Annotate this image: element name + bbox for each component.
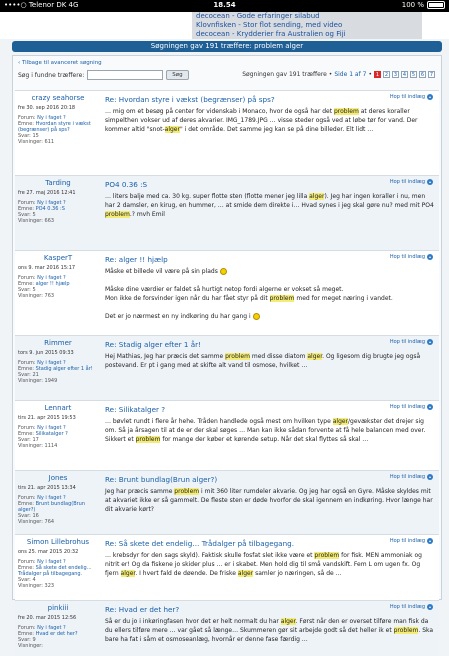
search-term-highlight: alger [237,570,254,577]
topic-label: Emne: [18,631,34,637]
post-author-info [15,336,101,387]
forum-link[interactable]: Ny i faget ? [37,115,66,121]
search-term-highlight: alger [309,193,325,200]
ad-link-2[interactable]: Klovnfisken - Stor flot sending, med video [196,21,343,29]
jump-to-post-label: Hop til indlæg [389,94,425,100]
jump-to-post-link[interactable] [390,474,433,480]
search-term-highlight: alger [120,570,136,577]
post-body [105,340,435,370]
post-excerpt: Jeg har præcis samme problem i mit 360 liter rumdeler akvarie. Og jeg har også en Gyre. Måske skyldes mit at akvariet ikke er så gammelt. De fleste sten er døde hvorfor de skal igennem en indkøring. Hvor længe har dit akvarie kørt? [105,488,433,513]
post-title-link[interactable]: Re: Stadig alger efter 1 år! [105,340,202,349]
post-date: tirs 21. apr 2015 13:34 [18,485,76,491]
replies-label: Svar: [18,212,31,218]
forum-label: Forum: [18,115,36,121]
battery-indicator [402,1,445,9]
search-result-post [15,400,439,470]
post-body [105,405,435,444]
ad-link-3[interactable]: decocean - Krydderier fra Australien og Fiji [196,30,346,38]
topic-link[interactable]: PO4 0.36 :S [35,206,65,212]
forum-link[interactable]: Ny i faget ? [37,360,66,366]
search-result-post [15,470,439,534]
post-title-link[interactable]: Re: alger !! hjælp [105,255,168,264]
topic-link[interactable]: Hvordan styre i vækst (begrænser) på sps? [18,121,91,133]
forum-label: Forum: [18,559,36,565]
jump-to-post-label: Hop til indlæg [389,474,425,480]
replies-label: Svar: [18,372,31,378]
ad-link-1[interactable]: decocean - Gode erfaringer silabud [196,12,320,20]
search-term-highlight: alger [307,353,323,360]
topic-label: Emne: [18,281,34,287]
post-excerpt: Så er du jo i inkøringfasen hvor det er helt normalt du har alger. Først når den er overset tilføre man fisk da du ellers tilføre mere … var gået så længe… Skummeren gør sit arbejde godt så det heller ik et problem. Ska bare ha fat i såm et osmoseanlæg, hvornår er denne fase færdig … [105,618,434,643]
post-meta [18,625,98,649]
topic-label: Emne: [18,121,34,127]
replies-label: Svar: [18,437,31,443]
topic-link[interactable]: Så skete det endelig… Trådalger på tilbagegang. [18,565,92,577]
views-count: 764 [44,519,55,525]
arrow-up-icon [427,179,433,185]
topic-link[interactable]: Stadig alger efter 1 år! [35,366,93,372]
post-date: fre 27. maj 2016 12:41 [18,190,76,196]
post-body [105,475,435,514]
search-term-highlight: problem [174,488,200,495]
forum-link[interactable]: Ny i faget ? [37,559,66,565]
views-label: Visninger: [18,378,43,384]
replies-label: Svar: [18,133,31,139]
arrow-up-icon [427,94,433,100]
views-label: Visninger: [18,139,43,145]
views-count: 611 [44,139,55,145]
forum-label: Forum: [18,360,36,366]
post-author-info [15,471,101,528]
author-name[interactable]: crazy seahorse [31,94,85,102]
post-date: tirs 21. apr 2015 19:53 [18,415,76,421]
views-label: Visninger: [18,443,43,449]
page-indicator[interactable]: Side 1 af 7 [334,71,367,78]
post-title-link[interactable]: Re: Hvordan styre i vækst (begrænser) på sps? [105,95,275,104]
replies-count: 16 [32,513,39,519]
forum-link[interactable]: Ny i faget ? [37,275,66,281]
back-to-advanced-search-link[interactable]: ‹ Tilbage til avanceret søgning [18,60,102,66]
jump-to-post-label: Hop til indlæg [389,404,425,410]
post-date: ons 25. mar 2015 20:32 [18,549,79,555]
jump-to-post-link[interactable] [390,254,433,260]
post-body [105,95,435,134]
topic-label: Emne: [18,501,34,507]
post-author-info [15,401,101,452]
results-panel [12,55,442,649]
arrow-up-icon [427,254,433,260]
views-label: Visninger: [18,218,43,224]
views-count: 1114 [44,443,58,449]
post-body [105,539,435,578]
arrow-up-icon [427,339,433,345]
post-date: tors 9. jun 2015 09:33 [18,350,74,356]
arrow-up-icon [427,604,433,610]
post-date: fre 20. mar 2015 12:56 [18,615,77,621]
post-author-info [15,176,101,227]
replies-label: Svar: [18,637,31,643]
replies-label: Svar: [18,577,31,583]
post-excerpt: … mig om et besøg på center for videnskab i Monaco, hvor de også har det problem at deres koraller simpelthen vokser ud af deres akvarier. IMG_1789.JPG … visse steder også ved at løbe tør for vand. Der kommer altid "snot-alger" i det område. Det samme jeg kan se på dine billeder. Elt lidt … [105,108,418,133]
search-within-results [18,70,189,80]
page-5-button[interactable]: 5 [411,72,416,78]
views-count: 763 [44,293,55,299]
smiley-icon [253,313,260,320]
jump-to-post-link[interactable] [390,538,433,544]
search-term-highlight: problem [105,211,130,218]
post-meta [18,425,98,449]
result-count: Søgningen gav 191 træffere • [242,71,333,78]
jump-to-post-label: Hop til indlæg [389,604,425,610]
post-body [105,180,435,219]
page-7-button[interactable]: 7 [429,72,434,78]
battery-percent: 100 % [401,1,424,9]
replies-count: 4 [32,577,36,583]
status-bar [0,0,449,12]
post-excerpt: Hej Mathias, Jeg har præcis det samme problem med disse diatom alger. Og ligesom dig brugte jeg også postevand. Er pt i gang med at skifte alt vand til osmose, hvilket … [105,353,421,369]
arrow-up-icon [427,474,433,480]
search-term-highlight: problem [314,552,340,559]
views-label: Visninger: [18,643,43,649]
author-name[interactable]: KasperT [43,254,73,262]
jump-to-post-label: Hop til indlæg [389,538,425,544]
views-label: Visninger: [18,293,43,299]
views-count: 663 [44,218,55,224]
search-term-highlight: problem [135,436,161,443]
post-author-info [15,251,101,302]
post-excerpt: … liters balje med ca. 30 kg. super flotte sten (flotte mener jeg lilla alger). Jeg har ingen koraller i nu, men har 2 damsler, en kirug, en hummer, … at smide dem direkte i… Hvad synes i jeg skal gøre nu? med mit PO4 problem.? mvh Emil [105,193,434,218]
replies-label: Svar: [18,287,31,293]
page-4-button[interactable]: 4 [402,72,407,78]
ad-links [192,12,422,39]
forum-label: Forum: [18,425,36,431]
replies-count: 5 [32,212,36,218]
search-result-post [15,250,439,335]
pagination [242,71,435,78]
forum-link[interactable]: Ny i faget ? [37,625,66,631]
search-term-highlight: alger [332,418,349,425]
page-title: Søgningen gav 191 træffere: problem alger [12,41,442,52]
replies-count: 9 [32,637,36,643]
clock: 18.54 [213,1,236,9]
forum-link[interactable]: Ny i faget ? [37,495,66,501]
smiley-icon [220,268,227,275]
topic-link[interactable]: Silikatalger ? [35,431,68,437]
battery-icon [427,1,445,9]
topic-label: Emne: [18,565,34,571]
views-count: 1949 [44,378,58,384]
author-name[interactable]: Lennart [44,404,72,412]
search-term-highlight: problem [393,627,419,634]
topic-link[interactable]: Hvad er det her? [35,631,78,637]
jump-to-post-link[interactable] [390,404,433,410]
jump-to-post-label: Hop til indlæg [389,179,425,185]
carrier-label: ••••○ Telenor DK 4G [4,1,79,9]
search-result-post [15,90,439,175]
replies-count: 17 [32,437,39,443]
search-term-highlight: alger [164,126,180,133]
post-title-link[interactable]: Re: Brunt bundlag(Brun alger?) [105,475,218,484]
post-meta [18,200,98,224]
jump-to-post-link[interactable] [390,339,433,345]
post-meta [18,275,98,299]
forum-label: Forum: [18,275,36,281]
views-label: Visninger: [18,583,43,589]
author-name[interactable]: pinkiii [47,604,69,612]
author-name[interactable]: Simon Lillebrohus [26,538,90,546]
arrow-up-icon [427,404,433,410]
forum-link[interactable]: Ny i faget ? [37,425,66,431]
jump-to-post-link[interactable] [390,94,433,100]
views-label: Visninger: [18,519,43,525]
post-title-link[interactable]: PO4 0.36 :S [105,180,148,189]
post-date: fre 30. sep 2016 20:18 [18,105,76,111]
search-result-post [15,335,439,400]
post-meta [18,495,98,525]
post-author-info [15,91,101,148]
jump-to-post-label: Hop til indlæg [389,339,425,345]
post-title-link[interactable]: Re: Silikatalger ? [105,405,166,414]
topic-label: Emne: [18,206,34,212]
post-author-info [15,601,101,652]
post-meta [18,360,98,384]
page-3-button[interactable]: 3 [393,72,398,78]
search-button[interactable]: Søg [166,70,188,80]
replies-count: 5 [32,287,36,293]
search-result-post [15,175,439,250]
replies-label: Svar: [18,513,31,519]
post-title-link[interactable]: Re: Hvad er det her? [105,605,180,614]
search-term-highlight: problem [269,295,295,302]
author-name[interactable]: Tarding [45,179,71,187]
post-excerpt: … krebsdyr for den sags skyld). Faktisk skulle fosfat slet ikke være et problem for fisk. MEN ammoniak og nitrit er! Og da fiskene jo skider plus … er i skabet. Men hold dig til små vandskift. Fem L om ugen fx. Og fjern alger. I hvert fald de døende. De friske alger samler jo næringen, så de … [105,552,422,577]
ad-banner [0,12,449,39]
arrow-up-icon [427,538,433,544]
author-name[interactable]: Jones [48,474,68,482]
post-body [105,255,435,321]
author-name[interactable]: Rimmer [44,339,72,347]
topic-label: Emne: [18,431,34,437]
search-result-post [15,600,439,656]
views-count: 323 [44,583,55,589]
page-1-button[interactable]: 1 [375,72,380,78]
pagination-separator: • [368,71,372,78]
post-body [105,605,435,644]
topic-label: Emne: [18,366,34,372]
search-result-post [15,534,439,600]
topic-link[interactable]: Brunt bundlag(Brun alger?) [18,501,86,513]
post-title-link[interactable]: Re: Så skete det endelig… Trådalger på tilbagegang. [105,539,294,548]
forum-label: Forum: [18,200,36,206]
jump-to-post-label: Hop til indlæg [389,254,425,260]
post-meta [18,559,98,589]
search-label: Søg i fundne træffere: [18,71,85,79]
post-meta [18,115,98,145]
post-excerpt: Måske et billede vil være på sin plads Måske dine værdier er faldet så hurtigt netop fordi algerne er vokset så meget. Mon ikke de forsvinder igen når du har fået styr på dit problem med for meget næring i vandet. Det er jo nærmest en ny indkøring du har gang i [105,268,393,320]
post-date: ons 9. mar 2016 15:17 [18,265,76,271]
search-term-highlight: problem [225,353,250,360]
page-2-button[interactable]: 2 [384,72,389,78]
post-excerpt: … bøvlet rundt i flere år hehe. Tråden handlede også mest om hvilken type alger/gevækster det drejer sig om. Så ja årsagen til at de er der skal søges … Man kan ikke sådan forvente at få hele balancen med over. Sikkert et problem for mange der køber et kørende setup. Når det skal flyttes så skal … [105,418,426,443]
forum-link[interactable]: Ny i faget ? [37,200,66,206]
forum-label: Forum: [18,625,36,631]
replies-count: 15 [32,133,39,139]
search-term-highlight: problem [333,108,359,115]
page-6-button[interactable]: 6 [420,72,425,78]
search-input[interactable] [87,70,163,80]
replies-count: 21 [32,372,39,378]
search-term-highlight: alger [280,618,296,625]
post-author-info [15,535,101,592]
jump-to-post-link[interactable] [390,604,433,610]
topic-link[interactable]: alger !! hjælp [35,281,70,287]
jump-to-post-link[interactable] [390,179,433,185]
forum-label: Forum: [18,495,36,501]
